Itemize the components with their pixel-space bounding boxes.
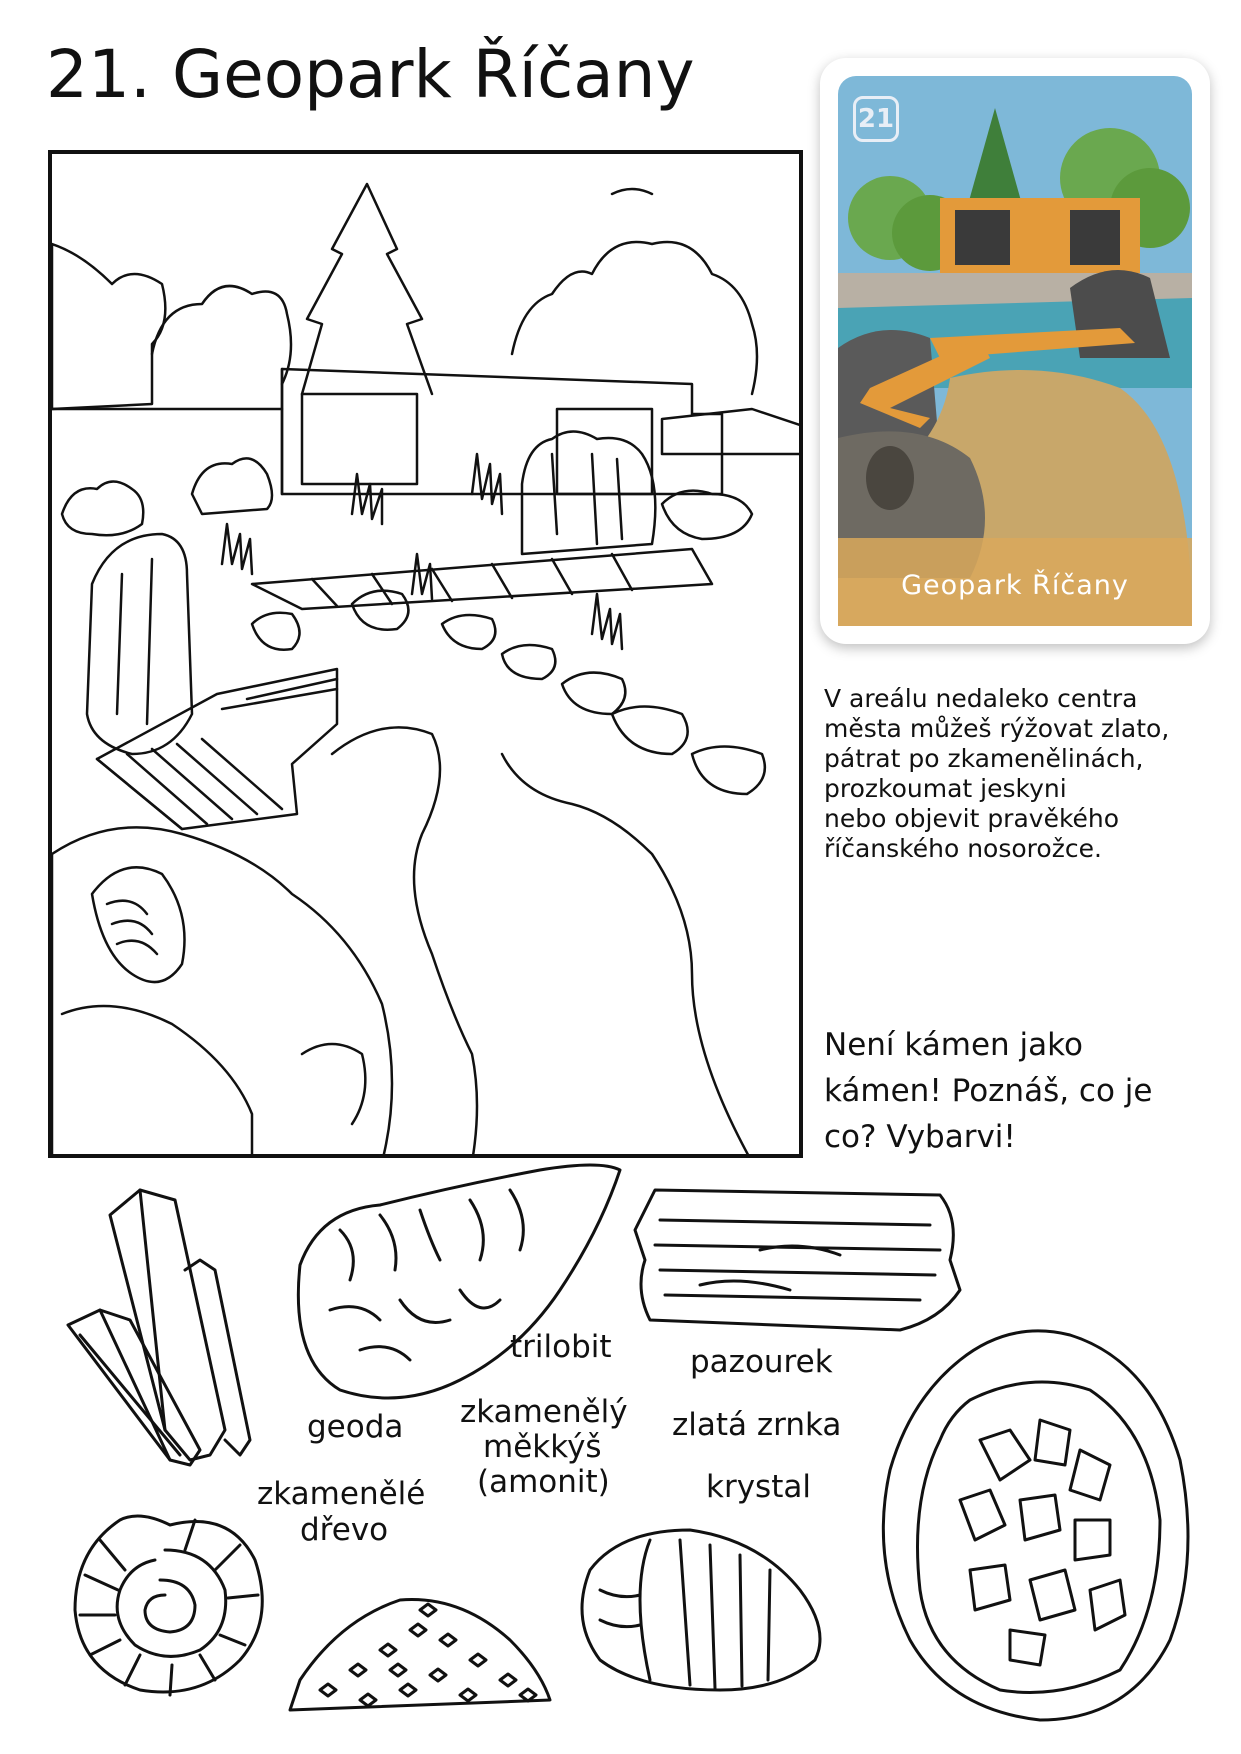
task-text: [824, 1022, 1204, 1160]
geode-drawing: [883, 1331, 1188, 1720]
label-drevo-line-2: dřevo: [300, 1512, 389, 1548]
gold-grains-drawing: [290, 1600, 550, 1711]
petrified-wood-drawing: [635, 1190, 960, 1330]
task-line: Není kámen jako: [824, 1027, 1083, 1063]
card-number-badge: 21: [853, 96, 899, 142]
geopark-card: [820, 58, 1210, 644]
crystal-drawing: [68, 1190, 250, 1465]
label-mekkys-line-3: (amonit): [477, 1464, 610, 1500]
trilobite-drawing: [582, 1530, 820, 1690]
card-caption: Geopark Říčany: [901, 570, 1129, 601]
label-geoda: geoda: [307, 1409, 404, 1445]
description-line: prozkoumat jeskyni: [824, 774, 1067, 803]
card-illustration: [820, 58, 1210, 644]
label-zlata-zrnka: zlatá zrnka: [672, 1407, 842, 1443]
label-trilobit: trilobit: [510, 1329, 612, 1365]
ammonite-drawing: [75, 1516, 262, 1695]
task-line: kámen! Poznáš, co je: [824, 1073, 1153, 1109]
label-drevo-line-1: zkamenělé: [257, 1476, 426, 1512]
label-mekkys-line-1: zkamenělý: [460, 1394, 628, 1430]
task-line: co? Vybarvi!: [824, 1119, 1016, 1155]
description-line: pátrat po zkamenělinách,: [824, 744, 1144, 773]
description-line: říčanského nosorožce.: [824, 834, 1102, 863]
page-title: 21. Geopark Říčany: [46, 36, 695, 113]
geopark-line-drawing: [52, 154, 803, 1158]
label-pazourek: pazourek: [690, 1344, 833, 1380]
label-mekkys-line-2: měkkýš: [483, 1429, 602, 1465]
description-text: [824, 684, 1224, 864]
coloring-picture: [48, 150, 803, 1158]
label-krystal: krystal: [706, 1469, 811, 1505]
description-line: města můžeš rýžovat zlato,: [824, 714, 1170, 743]
description-line: V areálu nedaleko centra: [824, 684, 1138, 713]
description-line: nebo objevit pravěkého: [824, 804, 1120, 833]
